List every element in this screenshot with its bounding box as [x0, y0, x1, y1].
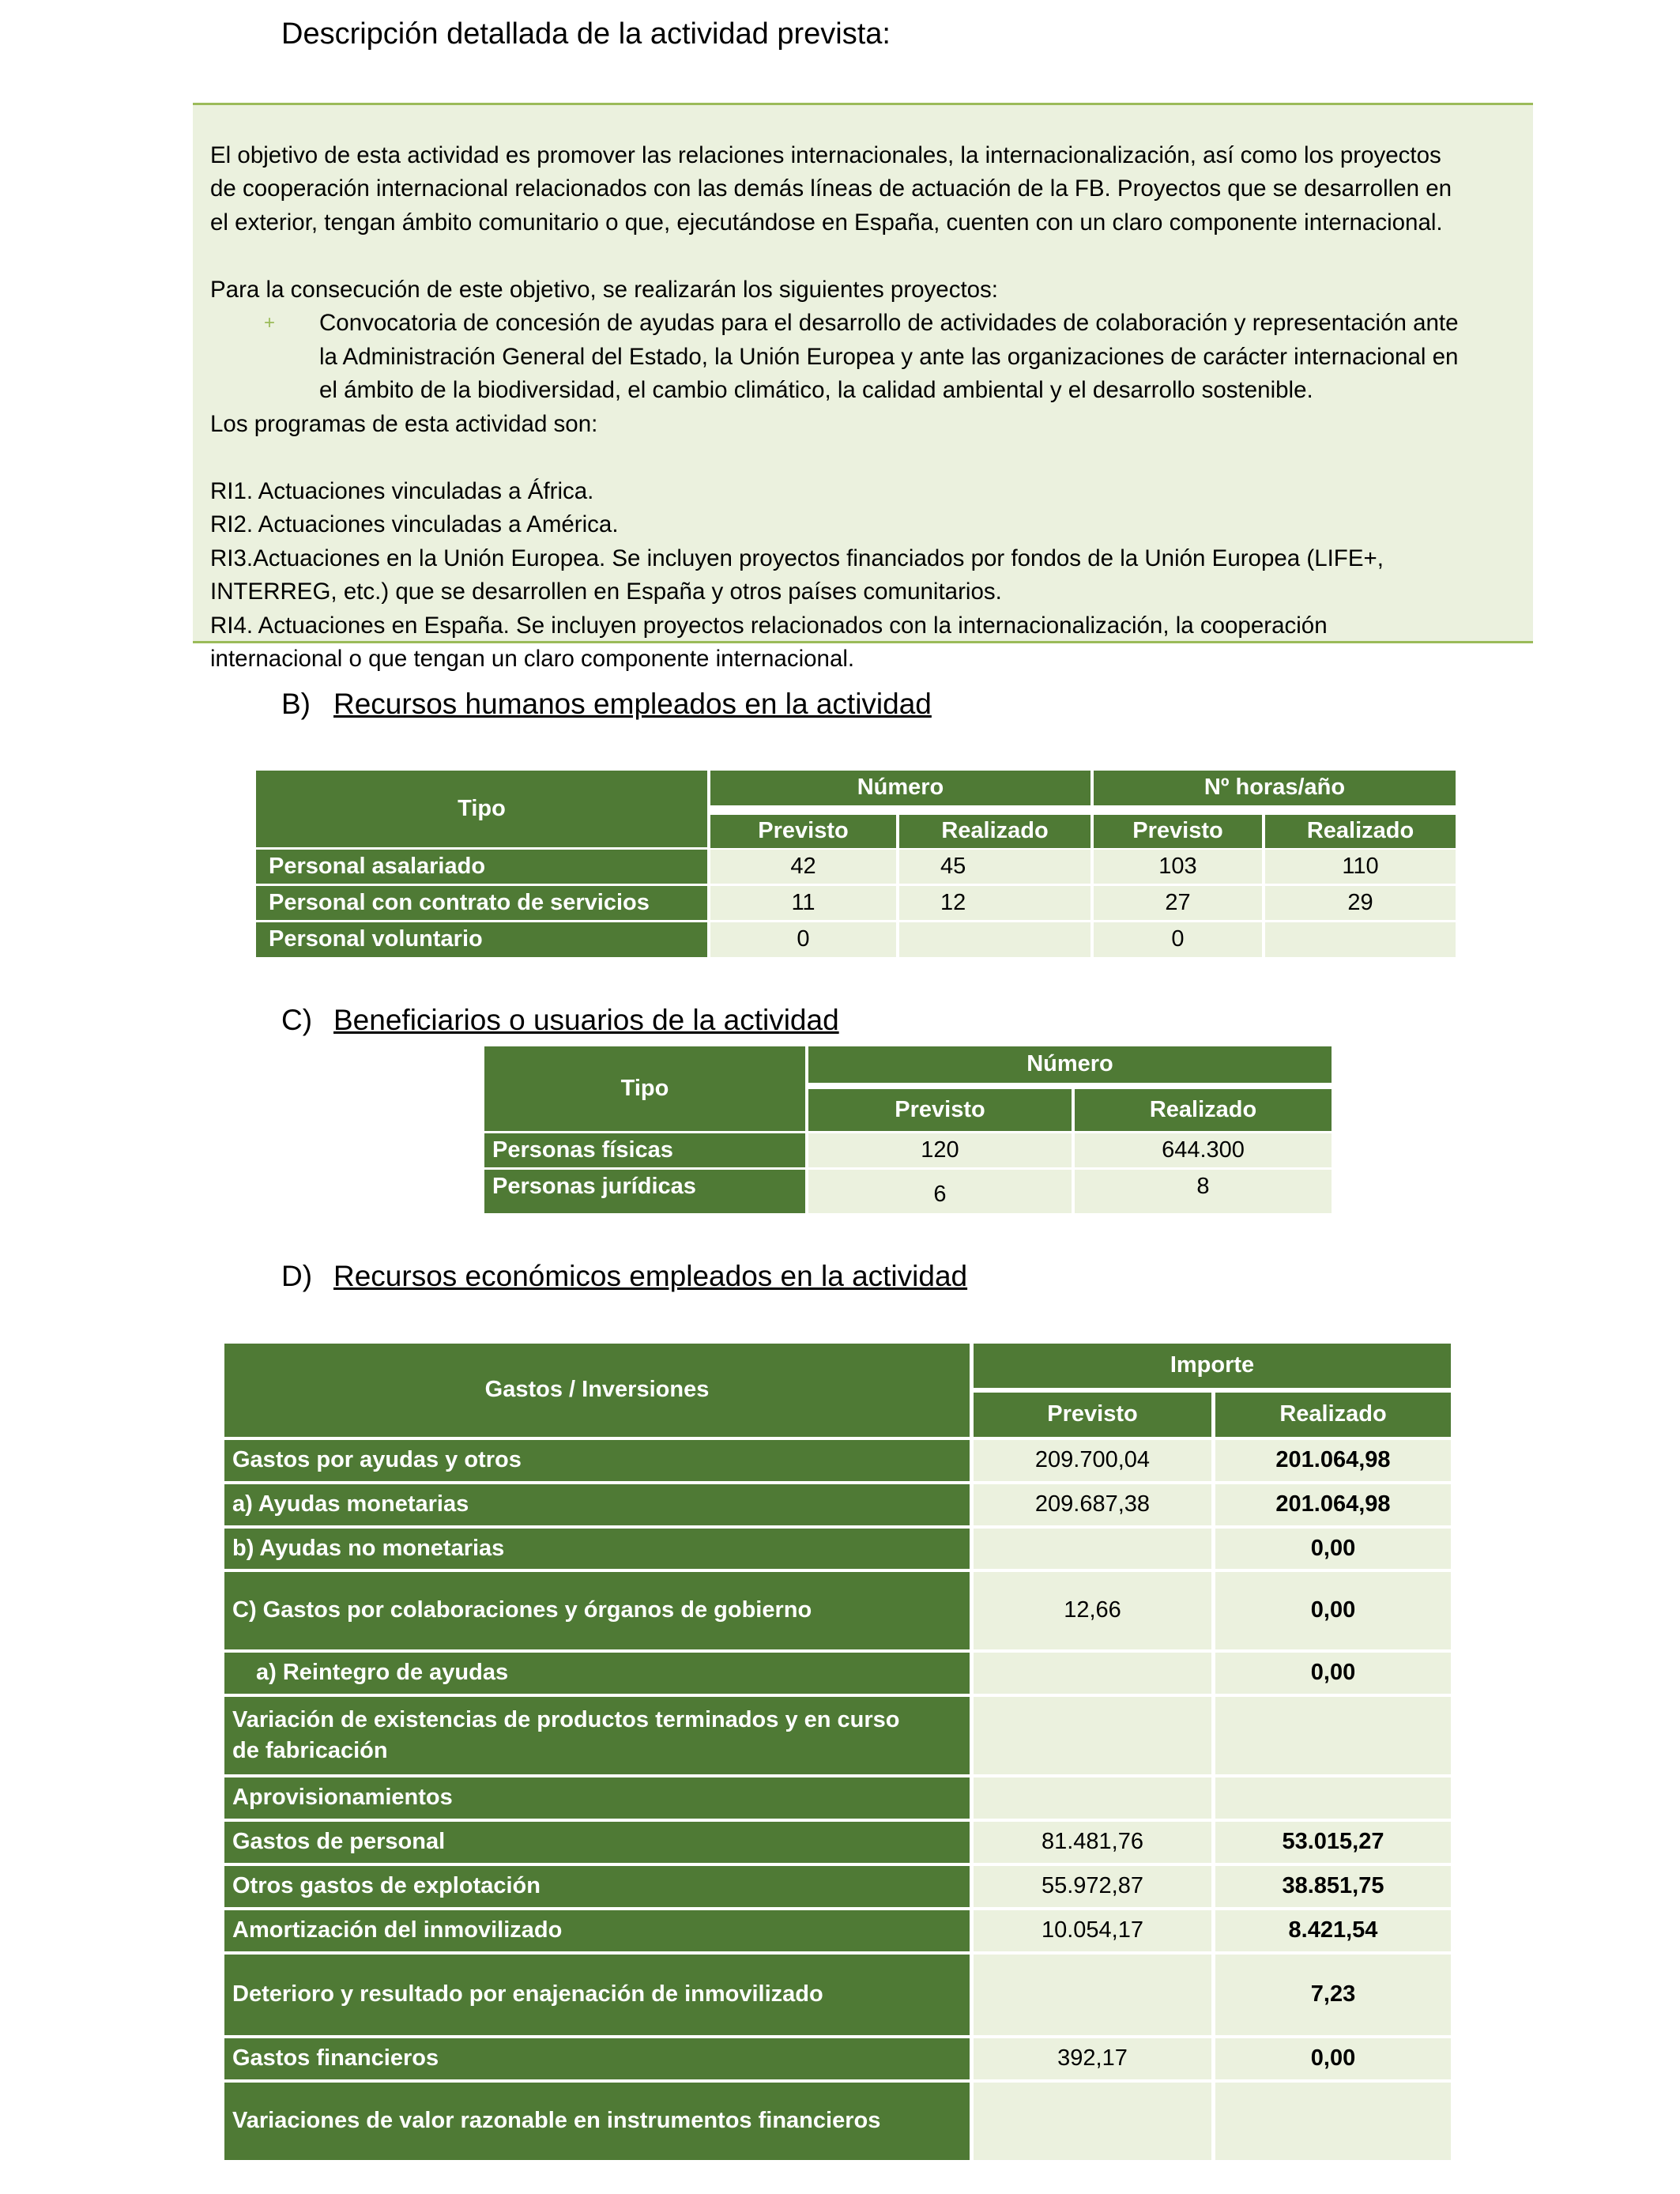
bullet-line: la Administración General del Estado, la Unión Europea y ante las organizaciones de carácter internacional en: [319, 343, 1459, 370]
section-c-title: C) Beneficiarios o usuarios de la actividad: [281, 1004, 839, 1036]
row-label: Gastos por ayudas y otros: [224, 1440, 970, 1481]
table-cell: 53.015,27: [1215, 1822, 1451, 1863]
header-previsto: Previsto: [710, 815, 896, 848]
program-line: internacional o que tengan un claro componente internacional.: [210, 646, 855, 672]
description-box: [193, 103, 1533, 672]
header-numero: Número: [710, 771, 1090, 805]
row-label: a) Reintegro de ayudas: [224, 1653, 970, 1694]
table-cell: 209.700,04: [974, 1440, 1211, 1481]
row-label: Deterioro y resultado por enajenación de inmovilizado: [224, 1955, 970, 2035]
table-cell: [1265, 922, 1456, 957]
row-label: Amortización del inmovilizado: [224, 1910, 970, 1951]
description-line: el exterior, tengan ámbito comunitario o que, ejecutándose en España, cuenten con un claro componente internacional.: [210, 209, 1443, 236]
bullet-line: Convocatoria de concesión de ayudas para el desarrollo de actividades de colaboración y representación ante: [319, 310, 1459, 336]
table-cell: 0,00: [1215, 2038, 1451, 2079]
description-line: de cooperación internacional relacionados con las demás líneas de actuación de la FB. Proyectos que se desarrollen en: [210, 175, 1452, 202]
table-cell: 209.687,38: [974, 1484, 1211, 1525]
table-cell: [1215, 2083, 1451, 2160]
table-cell: 81.481,76: [974, 1822, 1211, 1863]
table-cell: 0: [710, 922, 896, 957]
header-realizado: Realizado: [1215, 1393, 1451, 1437]
table-cell: 6: [808, 1170, 1072, 1213]
row-label: Variaciones de valor razonable en instrumentos financieros: [224, 2083, 970, 2160]
header-tipo: Tipo: [484, 1046, 805, 1131]
table-cell: 10.054,17: [974, 1910, 1211, 1951]
header-gastos: Gastos / Inversiones: [224, 1344, 970, 1437]
row-label: Otros gastos de explotación: [224, 1866, 970, 1907]
row-label: Personal voluntario: [256, 922, 707, 957]
row-label: Gastos financieros: [224, 2038, 970, 2079]
program-line: INTERREG, etc.) que se desarrollen en España y otros países comunitarios.: [210, 579, 1002, 605]
header-previsto: Previsto: [974, 1393, 1211, 1437]
table-cell: [974, 1955, 1211, 2035]
table-cell: 103: [1094, 850, 1262, 884]
header-previsto: Previsto: [808, 1089, 1072, 1131]
project-bullet: [210, 307, 1516, 408]
table-cell: 0: [1094, 922, 1262, 957]
table-cell: 12: [899, 886, 1090, 920]
row-label: a) Ayudas monetarias: [224, 1484, 970, 1525]
table-cell: 201.064,98: [1215, 1440, 1451, 1481]
program-line: RI4. Actuaciones en España. Se incluyen proyectos relacionados con la internacionalización, la cooperación: [210, 612, 1328, 639]
description-line: Los programas de esta actividad son:: [210, 410, 598, 437]
description-line: El objetivo de esta actividad es promover las relaciones internacionales, la internacionalización, así como los proyectos: [210, 141, 1441, 168]
header-realizado: Realizado: [1075, 1089, 1332, 1131]
table-cell: [974, 1777, 1211, 1819]
table-cell: 8.421,54: [1215, 1910, 1451, 1951]
row-label: Aprovisionamientos: [224, 1777, 970, 1819]
table-cell: 120: [808, 1133, 1072, 1167]
section-d-title: D) Recursos económicos empleados en la actividad: [281, 1260, 968, 1292]
bullet-line: el ámbito de la biodiversidad, el cambio climático, la calidad ambiental y el desarrollo sostenible.: [319, 377, 1313, 403]
table-cell: 0,00: [1215, 1653, 1451, 1694]
table-cell: 29: [1265, 886, 1456, 920]
table-cell: 42: [710, 850, 896, 884]
header-realizado: Realizado: [1265, 815, 1456, 848]
header-numero: Número: [808, 1046, 1332, 1083]
program-line: RI1. Actuaciones vinculadas a África.: [210, 477, 594, 504]
row-label: b) Ayudas no monetarias: [224, 1529, 970, 1569]
header-realizado: Realizado: [899, 815, 1090, 848]
table-cell: 12,66: [974, 1572, 1211, 1649]
table-cell: [1215, 1777, 1451, 1819]
row-label: C) Gastos por colaboraciones y órganos de gobierno: [224, 1572, 970, 1649]
row-label: Personas físicas: [484, 1133, 805, 1167]
table-cell: 7,23: [1215, 1955, 1451, 2035]
row-label: Personal asalariado: [256, 850, 707, 884]
table-cell: 55.972,87: [974, 1866, 1211, 1907]
table-cell: 644.300: [1075, 1133, 1332, 1167]
table-cell: [1215, 1697, 1451, 1774]
header-previsto: Previsto: [1094, 815, 1262, 848]
table-cell: [899, 922, 1090, 957]
table-cell: 201.064,98: [1215, 1484, 1451, 1525]
header-horas: Nº horas/año: [1094, 771, 1456, 805]
header-importe: Importe: [974, 1344, 1451, 1388]
table-cell: 27: [1094, 886, 1262, 920]
table-cell: 8: [1075, 1170, 1332, 1213]
table-cell: 392,17: [974, 2038, 1211, 2079]
header-tipo: Tipo: [256, 771, 707, 847]
row-label: Personas jurídicas: [484, 1170, 805, 1213]
table-cell: 11: [710, 886, 896, 920]
table-cell: 38.851,75: [1215, 1866, 1451, 1907]
plus-bullet-icon: +: [264, 312, 276, 334]
program-line: RI2. Actuaciones vinculadas a América.: [210, 511, 619, 537]
table-cell: 110: [1265, 850, 1456, 884]
table-cell: [974, 2083, 1211, 2160]
table-cell: [974, 1697, 1211, 1774]
table-cell: 0,00: [1215, 1572, 1451, 1649]
description-line: Para la consecución de este objetivo, se realizarán los siguientes proyectos:: [210, 276, 999, 303]
table-cell: [974, 1653, 1211, 1694]
page-heading: Descripción detallada de la actividad prevista:: [281, 17, 891, 51]
section-b-title: B) Recursos humanos empleados en la actividad: [281, 688, 932, 720]
row-label-line: Variación de existencias de productos terminados y en curso: [232, 1706, 900, 1732]
row-label: Personal con contrato de servicios: [256, 886, 707, 920]
row-label: [224, 1697, 970, 1774]
table-cell: [974, 1529, 1211, 1569]
table-cell: 0,00: [1215, 1529, 1451, 1569]
row-label: Gastos de personal: [224, 1822, 970, 1863]
table-cell: 45: [899, 850, 1090, 884]
row-label-line: de fabricación: [232, 1738, 388, 1763]
program-line: RI3.Actuaciones en la Unión Europea. Se incluyen proyectos financiados por fondos de la Unión Europea (LIFE+,: [210, 545, 1384, 571]
